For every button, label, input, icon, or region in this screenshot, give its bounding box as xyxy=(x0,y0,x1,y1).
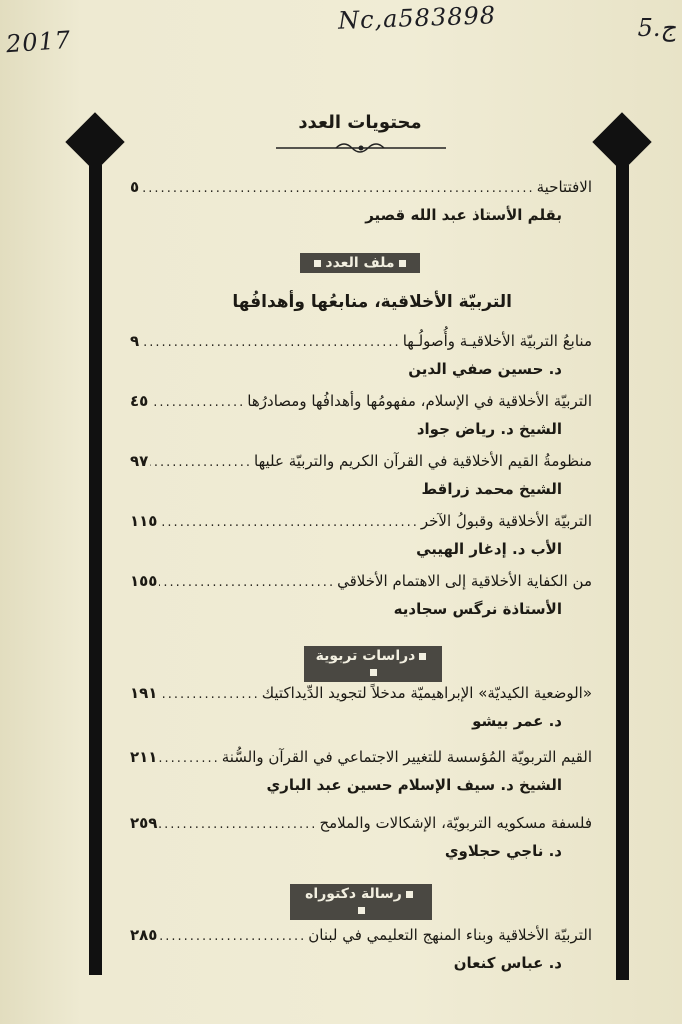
entry-page: ٢٥٩ xyxy=(130,814,158,832)
toc-entry[interactable] xyxy=(130,748,592,794)
square-bullet-icon xyxy=(399,260,406,267)
entry-page: ١٩١ xyxy=(130,684,158,702)
entry-page: ٩٧ xyxy=(130,452,149,470)
toc-entry[interactable] xyxy=(130,572,592,618)
square-bullet-icon xyxy=(370,669,377,676)
entry-title: التربيّة الأخلاقية وبناء المنهج التعليمي في لبنان xyxy=(308,926,592,944)
entry-page: ٢١١ xyxy=(130,748,158,766)
entry-author: د. عباس كنعان xyxy=(453,954,562,972)
leader-dots xyxy=(141,335,401,350)
section-header-thesis: رسالة دكتوراه xyxy=(290,884,432,920)
toc-entry[interactable] xyxy=(130,512,592,558)
entry-title: منابعُ التربيّة الأخلاقيـة وأُصولُـها xyxy=(402,332,592,350)
square-bullet-icon xyxy=(406,891,413,898)
entry-page: ١٥٥ xyxy=(130,572,158,590)
leader-dots xyxy=(159,929,306,944)
leader-dots xyxy=(159,687,259,702)
toc-entry[interactable] xyxy=(130,814,592,860)
toc-entry[interactable] xyxy=(130,926,592,972)
entry-title: فلسفة مسكويه التربويّة، الإشكالات والملامح xyxy=(319,814,592,832)
section-header-studies: دراسات تربوية xyxy=(304,646,442,682)
leader-dots xyxy=(159,817,317,832)
left-diamond-ornament xyxy=(65,112,124,171)
entry-page: ١١٥ xyxy=(130,512,158,530)
entry-page: ٥ xyxy=(130,178,140,196)
square-bullet-icon xyxy=(419,653,426,660)
entry-author: د. عمر بيشو xyxy=(472,712,562,730)
entry-page: ٢٨٥ xyxy=(130,926,158,944)
right-border-bar xyxy=(616,165,629,980)
entry-author: د. ناجي حجلاوي xyxy=(444,842,562,860)
leader-dots xyxy=(141,181,534,196)
entry-page: ٤٥ xyxy=(130,392,149,410)
page-title: محتويات العدد xyxy=(298,112,422,133)
toc-entry[interactable] xyxy=(130,332,592,378)
leader-dots xyxy=(150,395,245,410)
toc-entry[interactable] xyxy=(130,452,592,498)
entry-title: «الوضعية الكيديّة» الإبراهيميّة مدخلاً لتجويد الدِّيداكتيك xyxy=(261,684,592,702)
file-subtitle: التربيّة الأخلاقية، منابعُها وأهدافُها xyxy=(232,292,512,312)
leader-dots xyxy=(159,575,335,590)
section-header-file: ملف العدد xyxy=(300,253,420,273)
entry-author: الأستاذة نرگس سجاديه xyxy=(393,600,562,618)
entry-author: الشيخ د. رياض جواد xyxy=(416,420,562,438)
entry-page: ٩ xyxy=(130,332,140,350)
handwritten-year: 2017 xyxy=(5,25,72,59)
handwritten-page-mark: 5.ج xyxy=(637,14,676,42)
leader-dots xyxy=(159,751,219,766)
toc-entry[interactable] xyxy=(130,684,592,730)
entry-title: القيم التربويّة المُؤسسة للتغيير الاجتماعي في القرآن والسُّنة xyxy=(221,748,592,766)
entry-author: الأب د. إدغار الهيبي xyxy=(416,540,562,558)
leader-dots xyxy=(159,515,418,530)
entry-title: الافتتاحية xyxy=(536,178,592,196)
entry-author: بقلم الأستاذ عبد الله قصير xyxy=(365,206,562,224)
entry-author: د. حسين صفي الدين xyxy=(408,360,562,378)
entry-author: الشيخ د. سيف الإسلام حسين عبد الباري xyxy=(266,776,562,794)
handwritten-code: Nc,a583898 xyxy=(337,1,497,35)
title-ornament-icon xyxy=(276,140,446,156)
toc-entry[interactable] xyxy=(130,178,592,224)
entry-title: التربيّة الأخلاقية في الإسلام، مفهومُها وأهدافُها ومصادرُها xyxy=(247,392,592,410)
right-diamond-ornament xyxy=(592,112,651,171)
square-bullet-icon xyxy=(314,260,321,267)
leader-dots xyxy=(150,455,252,470)
square-bullet-icon xyxy=(358,907,365,914)
entry-title: التربيّة الأخلاقية وقبولُ الآخر xyxy=(420,512,592,530)
entry-author: الشيخ محمد زراقط xyxy=(421,480,562,498)
entry-title: من الكفاية الأخلاقية إلى الاهتمام الأخلاقي xyxy=(337,572,592,590)
toc-entry[interactable] xyxy=(130,392,592,438)
entry-title: منظومةُ القيم الأخلاقية في القرآن الكريم والتربيّة عليها xyxy=(254,452,592,470)
left-border-bar xyxy=(89,165,102,975)
